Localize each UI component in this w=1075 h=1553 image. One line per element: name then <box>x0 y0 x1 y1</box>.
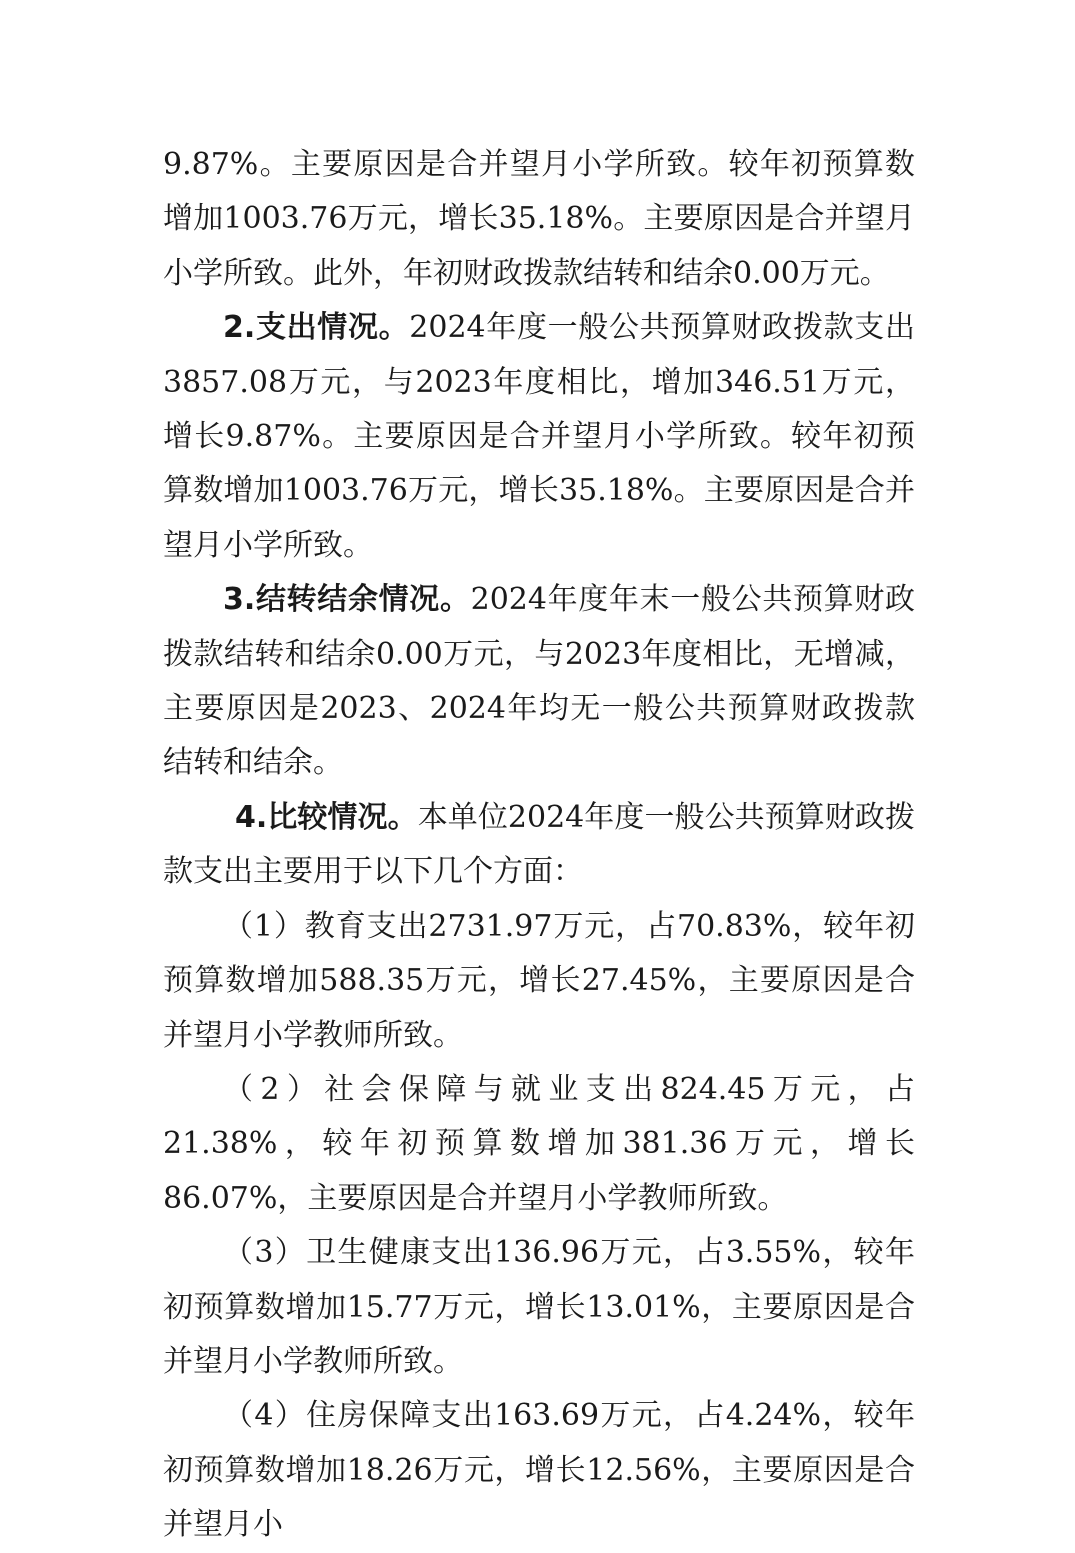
paragraph-income-continuation <box>163 138 915 301</box>
paragraph-text: （3）卫生健康支出136.96万元，占3.55%，较年初预算数增加15.77万元，增长13.01%，主要原因是合并望月小学教师所致。 <box>163 1235 915 1379</box>
list-item-social-security <box>163 1063 915 1226</box>
paragraph-text: 2024年度年末一般公共预算财政拨款结转和结余0.00万元，与2023年度相比，无增减，主要原因是2023、2024年均无一般公共预算财政拨款结转和结余。 <box>163 582 915 781</box>
section-heading-expenditure: 2.支出情况。 <box>223 310 410 346</box>
paragraph-text: 本单位2024年度一般公共预算财政拨款支出主要用于以下几个方面： <box>163 799 915 890</box>
section-heading-carryover: 3.结转结余情况。 <box>223 582 471 618</box>
list-item-housing <box>163 1389 915 1552</box>
paragraph-carryover <box>163 573 915 791</box>
list-item-education <box>163 900 915 1063</box>
section-heading-comparison: 4.比较情况。 <box>235 799 418 835</box>
paragraph-text: 9.87%。主要原因是合并望月小学所致。较年初预算数增加1003.76万元，增长35.18%。主要原因是合并望月小学所致。此外，年初财政拨款结转和结余0.00万元。 <box>163 147 915 291</box>
paragraph-text: （4）住房保障支出163.69万元，占4.24%，较年初预算数增加18.26万元，增长12.56%，主要原因是合并望月小 <box>163 1398 915 1543</box>
paragraph-comparison <box>163 791 915 900</box>
paragraph-text: （1）教育支出2731.97万元，占70.83%，较年初预算数增加588.35万元，增长27.45%，主要原因是合并望月小学教师所致。 <box>163 908 915 1053</box>
document-page <box>163 138 915 1553</box>
paragraph-text: （2）社会保障与就业支出824.45万元，占21.38%，较年初预算数增加381.36万元，增长86.07%，主要原因是合并望月小学教师所致。 <box>163 1071 915 1216</box>
paragraph-expenditure <box>163 301 915 573</box>
paragraph-text: 2024年度一般公共预算财政拨款支出3857.08万元，与2023年度相比，增加346.51万元，增长9.87%。主要原因是合并望月小学所致。较年初预算数增加1003.76万元，增长35.18%。主要原因是合并望月小学所致。 <box>163 310 915 563</box>
list-item-health <box>163 1226 915 1389</box>
